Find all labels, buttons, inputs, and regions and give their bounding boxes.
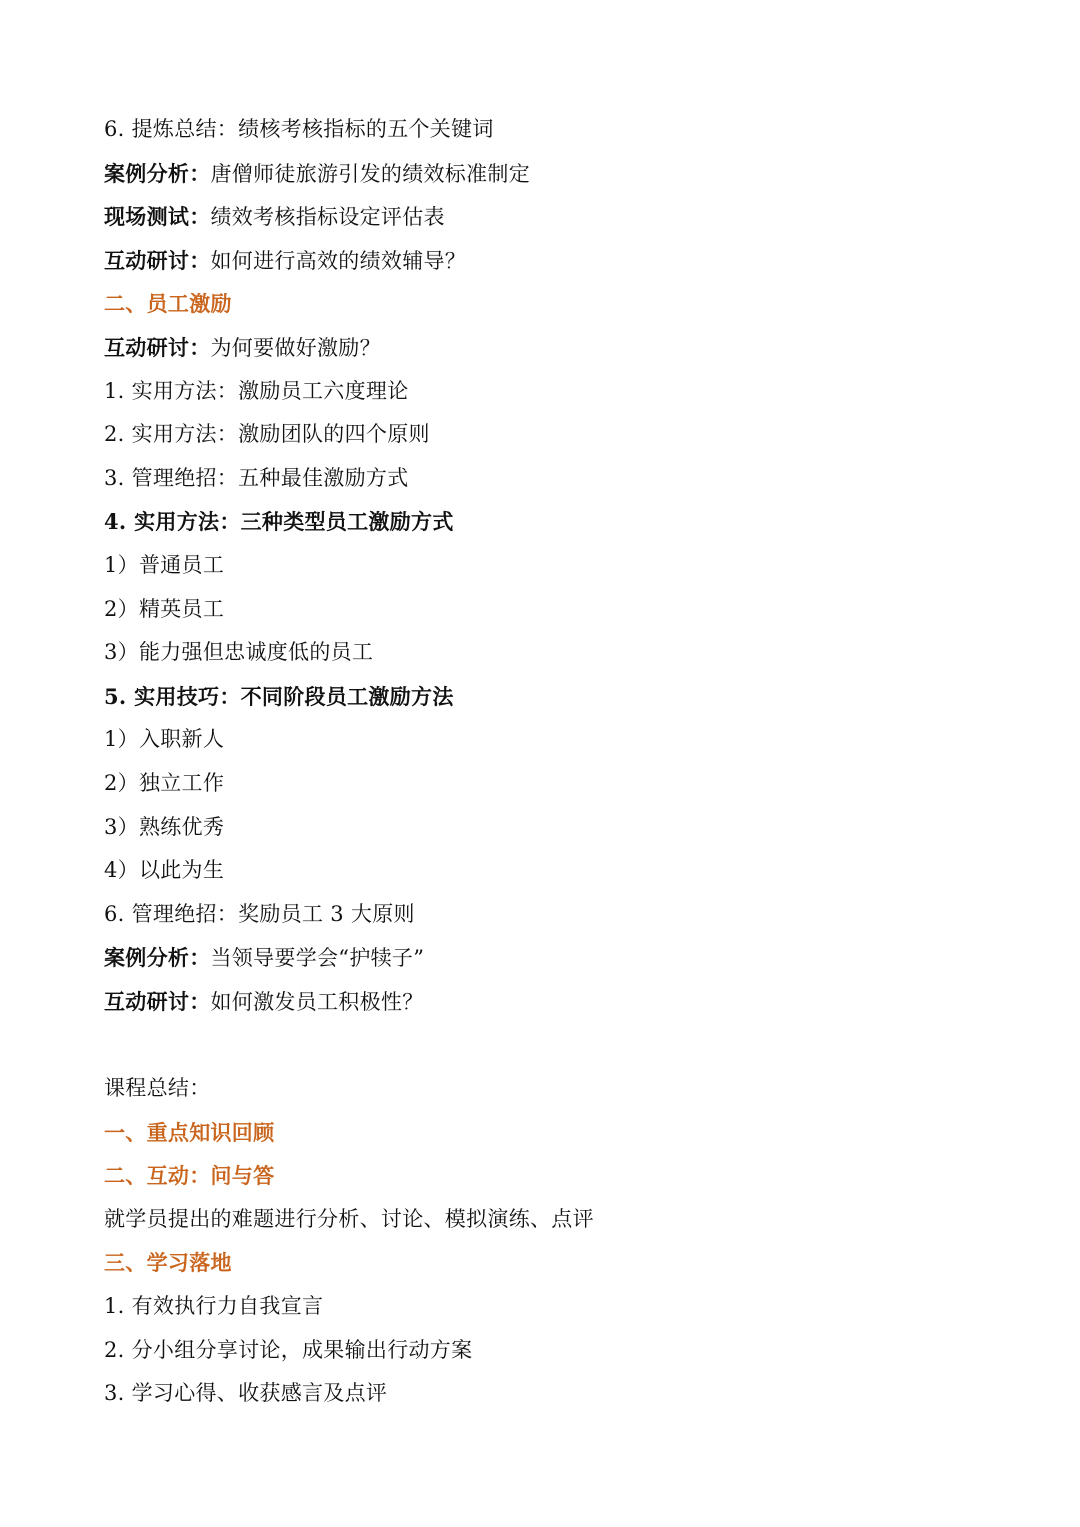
bold-list-item: 5. 实用技巧：不同阶段员工激励方法 xyxy=(104,683,454,709)
list-item: 3. 学习心得、收获感言及点评 xyxy=(104,1381,388,1406)
list-item: 2）独立工作 xyxy=(104,770,225,795)
list-item: 4）以此为生 xyxy=(104,858,225,883)
line-text: 如何进行高效的绩效辅导？ xyxy=(210,248,467,273)
list-item: 3）能力强但忠诚度低的员工 xyxy=(104,640,374,665)
list-item: 1）入职新人 xyxy=(104,727,225,752)
list-item: 就学员提出的难题进行分析、讨论、模拟演练、点评 xyxy=(104,1206,594,1231)
document-page xyxy=(104,108,984,1416)
section-heading: 二、互动：问与答 xyxy=(104,1163,275,1189)
list-item: 课程总结： xyxy=(104,1076,211,1101)
list-item: 3. 管理绝招：五种最佳激励方式 xyxy=(104,465,409,490)
list-item: 1. 有效执行力自我宣言 xyxy=(104,1294,324,1319)
list-item: 1）普通员工 xyxy=(104,552,225,577)
list-item: 1. 实用方法：激励员工六度理论 xyxy=(104,378,409,403)
course-content-section xyxy=(104,108,984,1023)
line-label: 互动研讨： xyxy=(104,247,211,273)
line-text: 如何激发员工积极性？ xyxy=(210,989,424,1014)
list-item: 6. 提炼总结：绩核考核指标的五个关键词 xyxy=(104,117,494,141)
line-text: 绩效考核指标设定评估表 xyxy=(210,205,445,230)
line-label: 互动研讨： xyxy=(104,988,211,1014)
labeled-line xyxy=(104,326,984,370)
line-label: 案例分析： xyxy=(104,160,211,186)
labeled-line xyxy=(104,195,984,239)
labeled-line xyxy=(104,152,984,196)
labeled-line xyxy=(104,239,984,283)
line-text: 为何要做好激励？ xyxy=(210,335,381,360)
line-label: 互动研讨： xyxy=(104,334,211,360)
line-text: 唐僧师徒旅游引发的绩效标准制定 xyxy=(210,161,530,186)
line-label: 案例分析： xyxy=(104,945,211,971)
section-heading: 二、员工激励 xyxy=(104,291,232,317)
section-gap xyxy=(104,1023,984,1067)
list-item: 2. 实用方法：激励团队的四个原则 xyxy=(104,422,430,447)
labeled-line xyxy=(104,980,984,1024)
line-text: 当领导要学会“护犊子” xyxy=(210,946,425,971)
line-label: 现场测试： xyxy=(104,204,211,230)
course-summary-section xyxy=(104,1067,984,1416)
list-item: 2）精英员工 xyxy=(104,596,225,621)
section-heading: 一、重点知识回顾 xyxy=(104,1119,275,1145)
list-item: 3）熟练优秀 xyxy=(104,814,225,839)
list-item: 6. 管理绝招：奖励员工 3 大原则 xyxy=(104,901,415,926)
bold-list-item: 4. 实用方法：三种类型员工激励方式 xyxy=(104,509,454,535)
section-heading: 三、学习落地 xyxy=(104,1250,232,1276)
list-item: 2. 分小组分享讨论，成果输出行动方案 xyxy=(104,1337,473,1362)
labeled-line xyxy=(104,936,984,980)
